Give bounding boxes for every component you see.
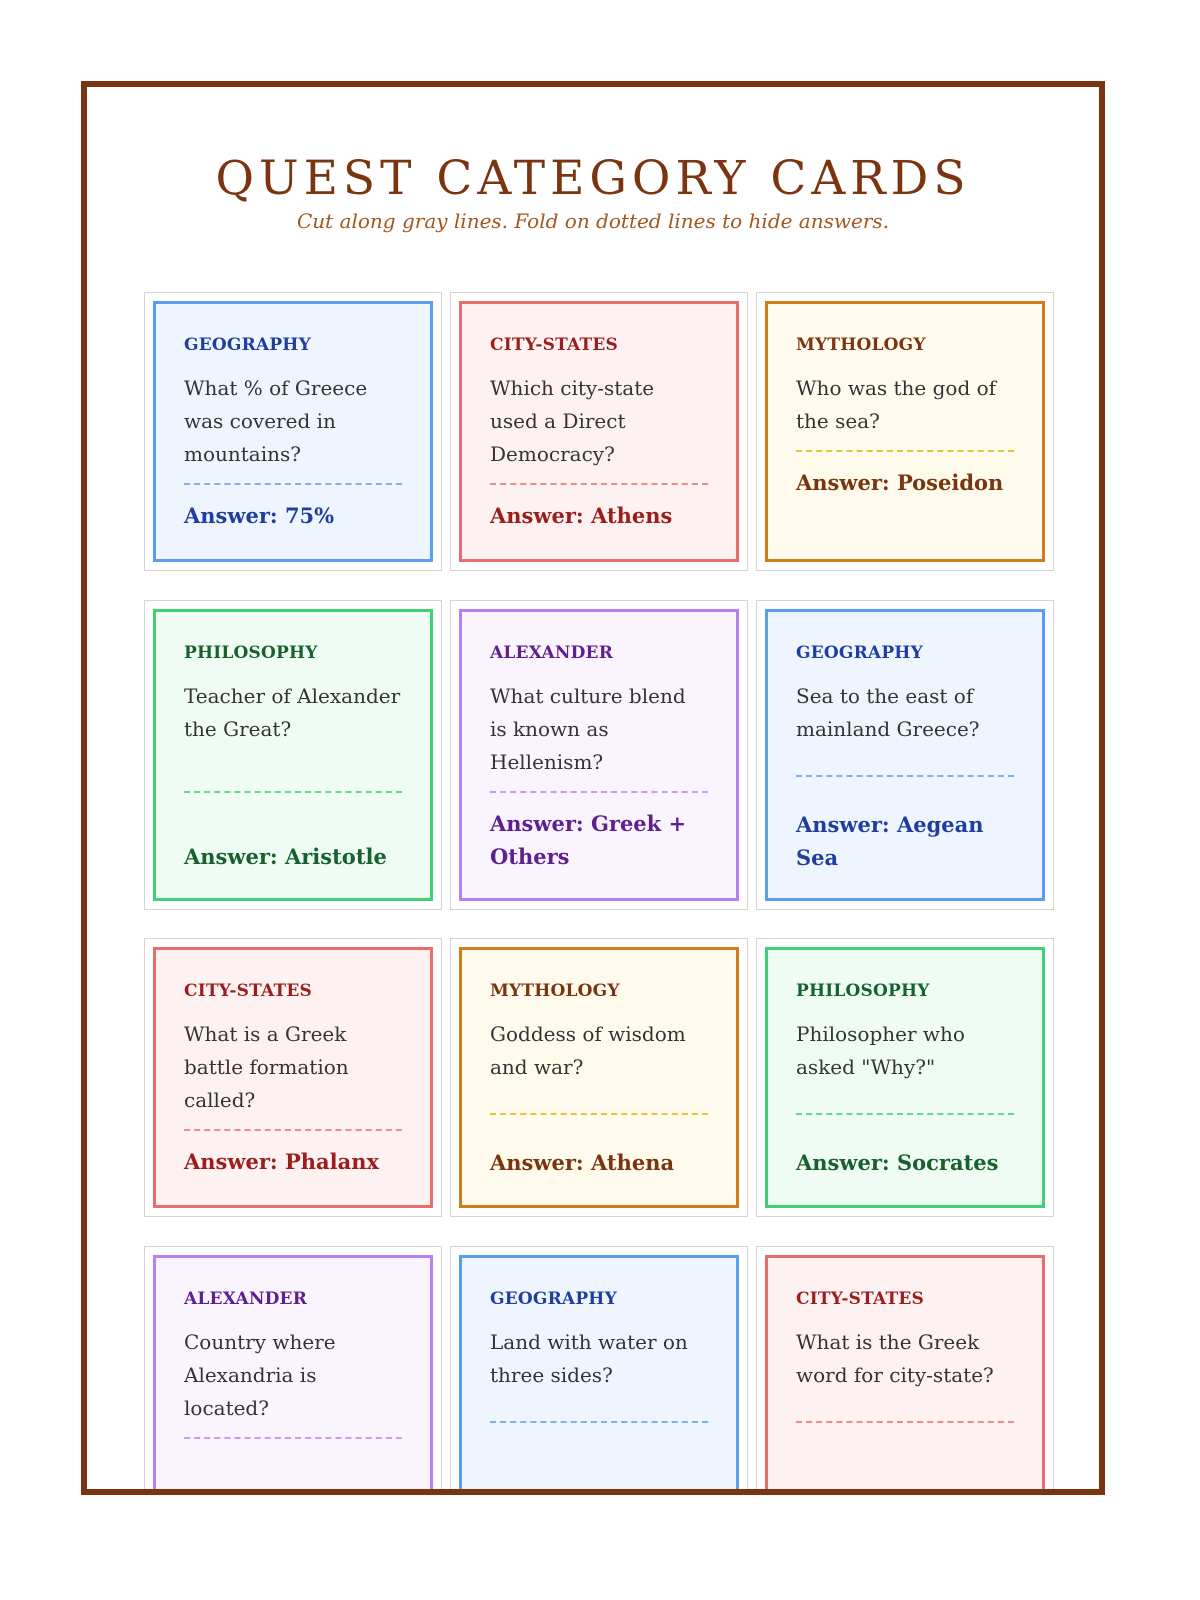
- fold-line: [184, 1437, 402, 1439]
- card-question: Philosopher who asked "Why?": [796, 1022, 965, 1079]
- card-cut-outline: [756, 938, 1054, 1217]
- card-question: Which city-state used a Direct Democracy?: [490, 376, 655, 466]
- card-category: GEOGRAPHY: [796, 643, 923, 663]
- fold-line: [184, 1129, 402, 1131]
- card-category: MYTHOLOGY: [490, 981, 620, 1001]
- quest-card-philosophy: [153, 609, 433, 901]
- card-answer: Answer: Socrates: [796, 1150, 999, 1175]
- card-category: MYTHOLOGY: [796, 335, 926, 355]
- quest-card-philosophy: [765, 947, 1045, 1208]
- quest-card-mythology: [459, 947, 739, 1208]
- card-answer: Answer: 75%: [184, 503, 335, 528]
- quest-card-city-states: [459, 301, 739, 562]
- card-cut-outline: [756, 600, 1054, 910]
- card-question: What culture blend is known as Hellenism?: [490, 684, 686, 774]
- fold-line: [490, 791, 708, 793]
- card-cut-outline: [756, 292, 1054, 571]
- fold-line: [184, 791, 402, 793]
- fold-line: [490, 1421, 708, 1423]
- card-question: Who was the god of the sea?: [796, 376, 997, 433]
- card-category: CITY-STATES: [184, 981, 312, 1001]
- quest-card-alexander: [153, 1255, 433, 1495]
- fold-line: [796, 1113, 1014, 1115]
- card-question: Sea to the east of mainland Greece?: [796, 684, 980, 741]
- quest-card-city-states: [153, 947, 433, 1208]
- card-category: ALEXANDER: [490, 643, 614, 663]
- card-question: What is a Greek battle formation called?: [184, 1022, 349, 1112]
- card-question: What is the Greek word for city-state?: [796, 1330, 994, 1387]
- quest-card-city-states: [765, 1255, 1045, 1495]
- card-cut-outline: [450, 938, 748, 1217]
- fold-line: [490, 1113, 708, 1115]
- card-answer: Answer: Poseidon: [796, 470, 1004, 495]
- quest-card-geography: [765, 609, 1045, 901]
- card-cut-outline: [144, 1246, 442, 1495]
- card-question: Teacher of Alexander the Great?: [184, 684, 401, 741]
- card-question: Goddess of wisdom and war?: [490, 1022, 686, 1079]
- card-answer: Answer: Greek + Others: [490, 811, 687, 869]
- fold-line: [796, 775, 1014, 777]
- fold-line: [796, 450, 1014, 452]
- card-answer: Answer: Phalanx: [184, 1149, 379, 1174]
- worksheet-page: [81, 81, 1105, 1495]
- card-question: Land with water on three sides?: [490, 1330, 688, 1387]
- card-cut-outline: [450, 292, 748, 571]
- card-question: Country where Alexandria is located?: [184, 1330, 336, 1420]
- card-answer: Answer: Aristotle: [184, 844, 387, 869]
- page-instructions: Cut along gray lines. Fold on dotted lines to hide answers.: [296, 209, 890, 233]
- card-category: GEOGRAPHY: [184, 335, 311, 355]
- card-category: CITY-STATES: [796, 1289, 924, 1309]
- card-category: PHILOSOPHY: [796, 981, 930, 1001]
- quest-card-geography: [459, 1255, 739, 1495]
- card-answer: Answer: Athens: [490, 503, 673, 528]
- quest-card-geography: [153, 301, 433, 562]
- page-title: QUEST CATEGORY CARDS: [215, 151, 971, 206]
- card-cut-outline: [144, 938, 442, 1217]
- fold-line: [490, 483, 708, 485]
- card-question: What % of Greece was covered in mountains?: [184, 376, 368, 466]
- card-category: CITY-STATES: [490, 335, 618, 355]
- card-answer: Answer: Aegean Sea: [796, 812, 984, 870]
- card-category: PHILOSOPHY: [184, 643, 318, 663]
- card-category: ALEXANDER: [184, 1289, 308, 1309]
- card-cut-outline: [450, 1246, 748, 1495]
- card-cut-outline: [144, 292, 442, 571]
- card-cut-outline: [144, 600, 442, 910]
- card-cut-outline: [450, 600, 748, 910]
- card-answer: Answer: Athena: [490, 1150, 675, 1175]
- card-cut-outline: [756, 1246, 1054, 1495]
- card-category: GEOGRAPHY: [490, 1289, 617, 1309]
- fold-line: [184, 483, 402, 485]
- quest-card-alexander: [459, 609, 739, 901]
- fold-line: [796, 1421, 1014, 1423]
- quest-card-mythology: [765, 301, 1045, 562]
